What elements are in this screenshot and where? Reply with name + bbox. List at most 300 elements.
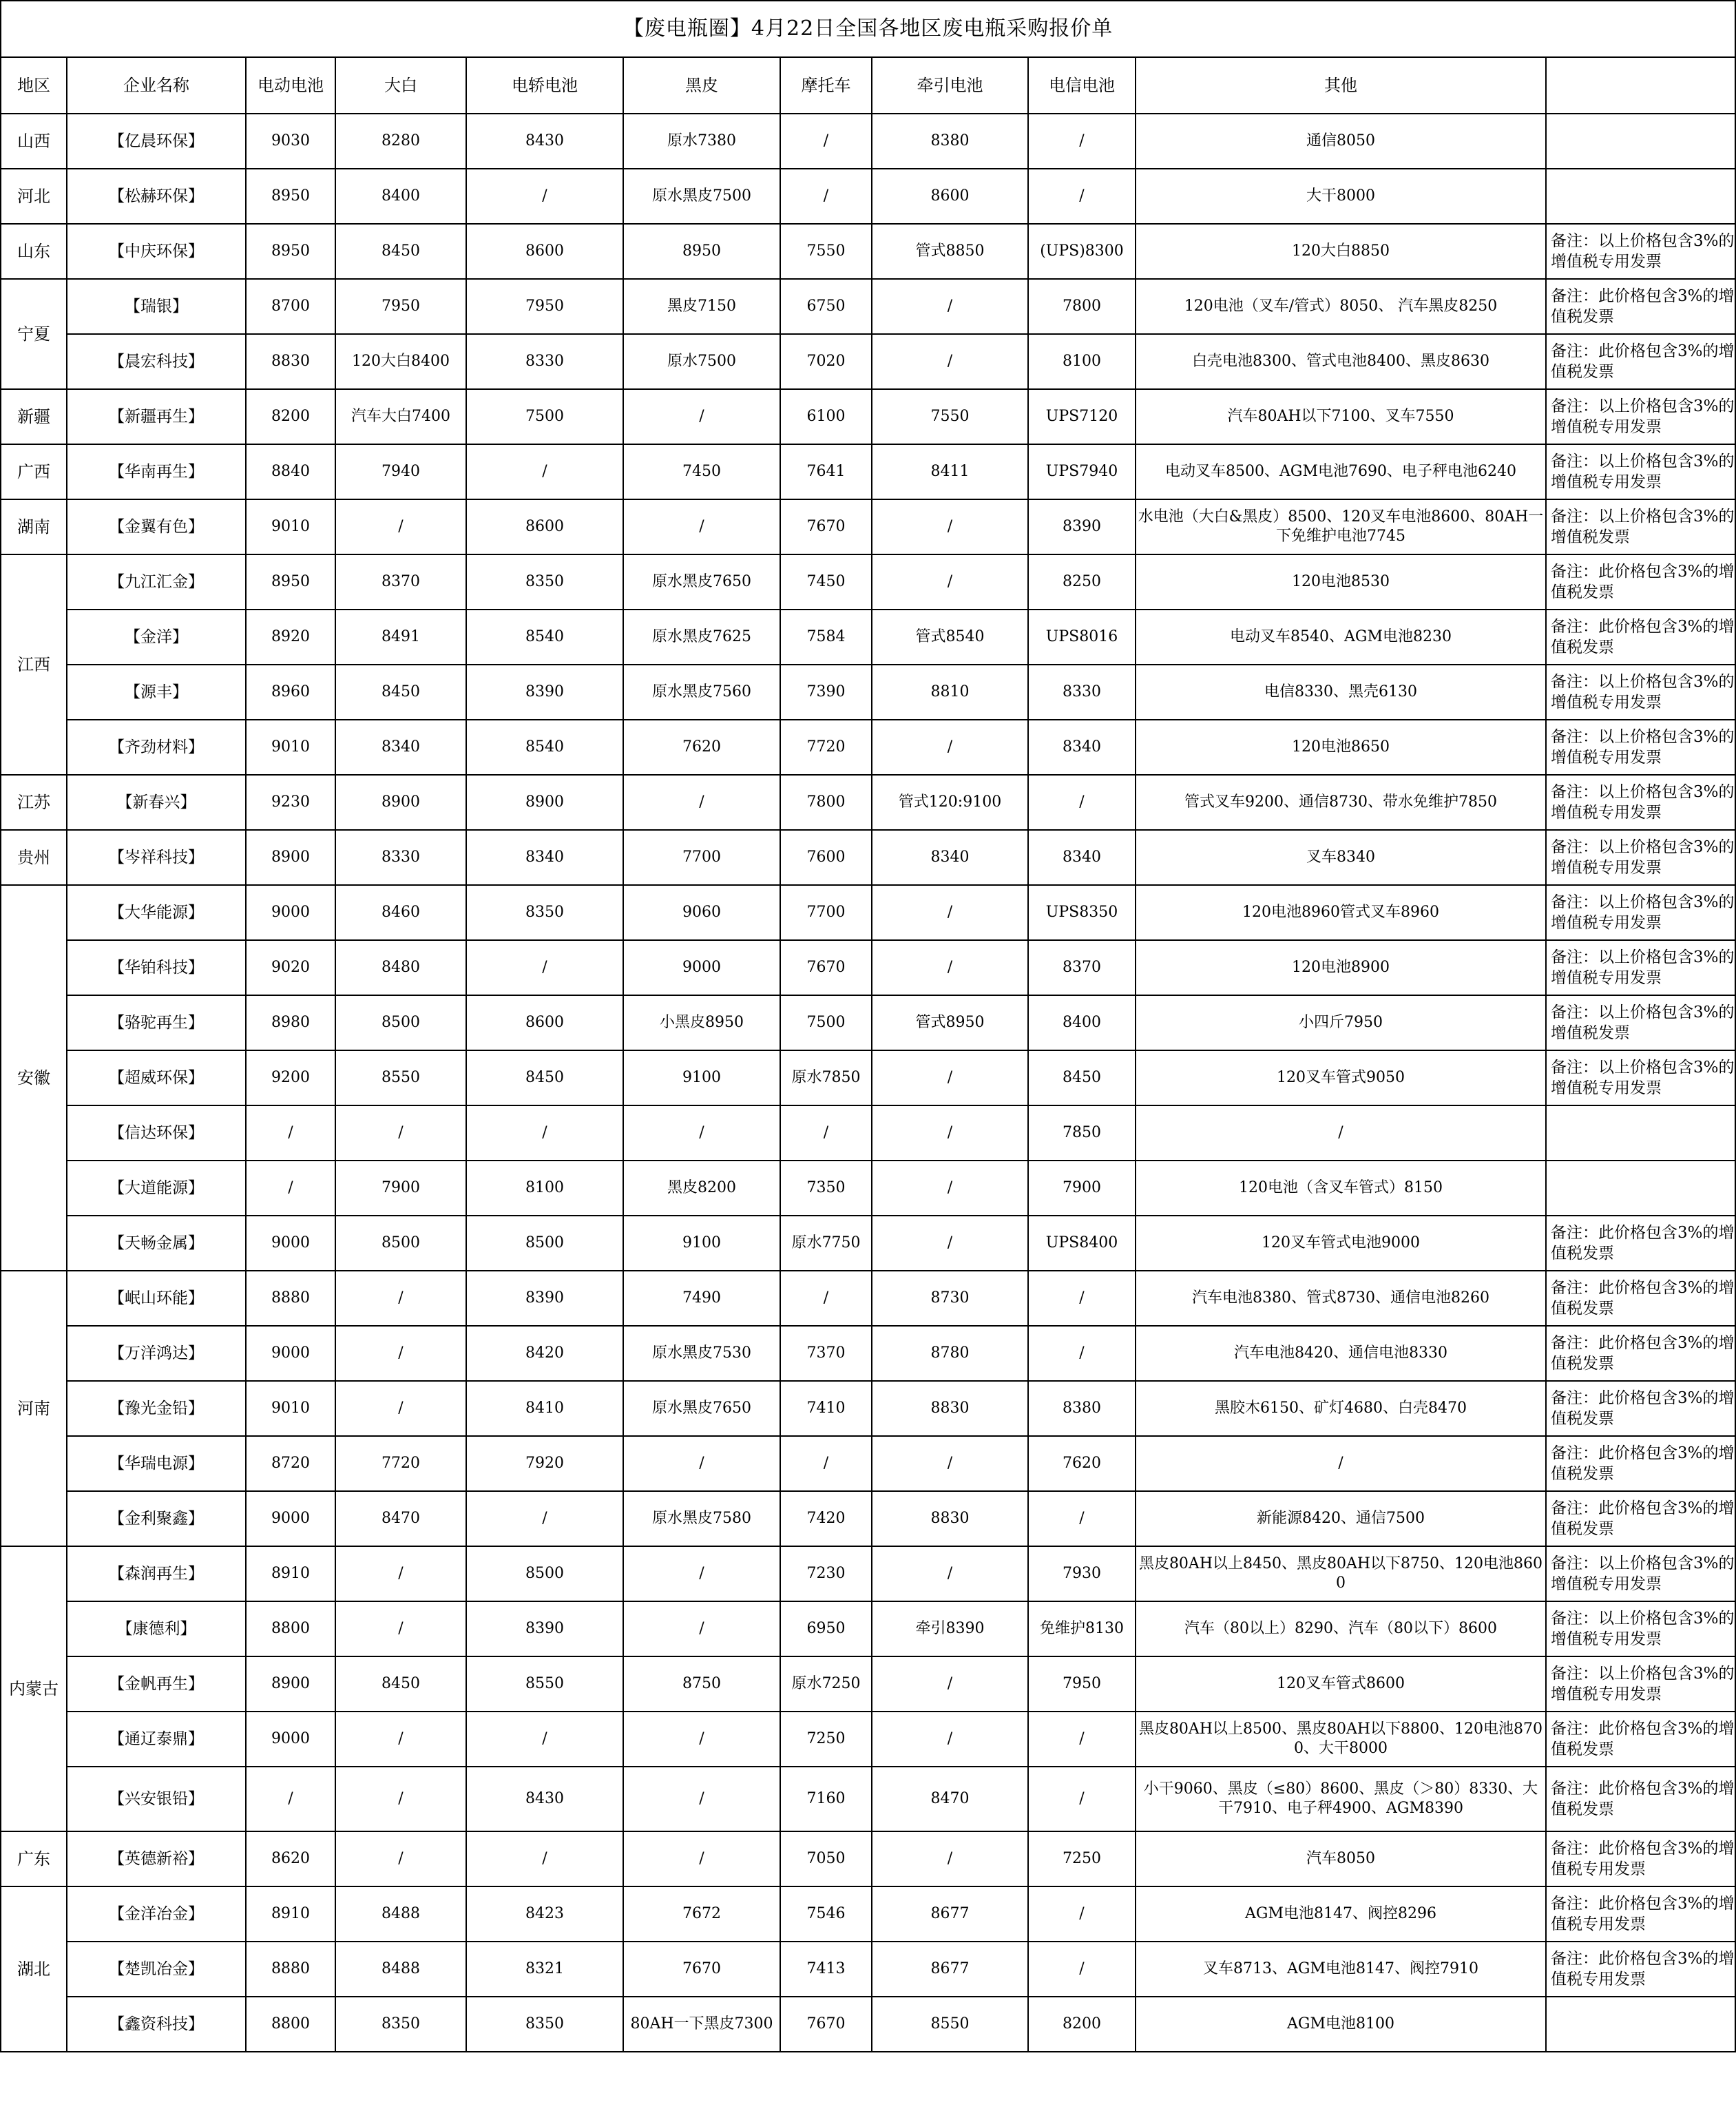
company-cell: 【亿晨环保】 [67, 114, 246, 169]
table-row [1, 1767, 1735, 1831]
dabai-price-cell: 7720 [335, 1436, 466, 1491]
telecom-price-cell: 8200 [1028, 1997, 1136, 2052]
table-row [1, 334, 1735, 389]
telecom-price-cell: 8330 [1028, 665, 1136, 720]
ev-battery-price-cell: 8910 [246, 1886, 335, 1942]
heipi-price-cell: 7670 [623, 1942, 780, 1997]
table-row [1, 1381, 1735, 1436]
company-cell: 【楚凯冶金】 [67, 1942, 246, 1997]
dianjiao-price-cell: 8500 [466, 1546, 623, 1601]
ev-battery-price-cell: 8700 [246, 279, 335, 334]
heipi-price-cell: 原水黑皮7580 [623, 1491, 780, 1546]
motorcycle-price-cell: 7584 [780, 610, 872, 665]
note-cell: 备注：以上价格包含3%的增值税专用发票 [1546, 775, 1735, 830]
traction-price-cell: 8550 [872, 1997, 1028, 2052]
traction-price-cell: 8411 [872, 444, 1028, 499]
traction-price-cell: 8340 [872, 830, 1028, 885]
telecom-price-cell: / [1028, 114, 1136, 169]
dabai-price-cell: 7900 [335, 1161, 466, 1216]
traction-price-cell: 8780 [872, 1326, 1028, 1381]
motorcycle-price-cell: 7390 [780, 665, 872, 720]
other-price-cell: 汽车（80以上）8290、汽车（80以下）8600 [1136, 1601, 1546, 1656]
note-cell: 备注：以上价格包含3%的增值税专用发票 [1546, 1656, 1735, 1712]
other-price-cell: 汽车8050 [1136, 1831, 1546, 1886]
other-price-cell: 水电池（大白&黑皮）8500、120叉车电池8600、80AH一下免维护电池7745 [1136, 499, 1546, 554]
telecom-price-cell: / [1028, 1712, 1136, 1767]
header-cell: 牵引电池 [872, 57, 1028, 114]
note-cell: 备注：此价格包含3%的增值税发票 [1546, 610, 1735, 665]
table-row [1, 610, 1735, 665]
ev-battery-price-cell: 8620 [246, 1831, 335, 1886]
motorcycle-price-cell: 7410 [780, 1381, 872, 1436]
note-cell: 备注：此价格包含3%的增值税专用发票 [1546, 1886, 1735, 1942]
motorcycle-price-cell: 7670 [780, 940, 872, 995]
company-cell: 【中庆环保】 [67, 224, 246, 279]
note-cell: 备注：此价格包含3%的增值税发票 [1546, 1271, 1735, 1326]
company-cell: 【华瑞电源】 [67, 1436, 246, 1491]
region-cell: 江西 [1, 554, 67, 775]
dabai-price-cell: 8491 [335, 610, 466, 665]
motorcycle-price-cell: 7413 [780, 1942, 872, 1997]
note-cell: 备注：以上价格包含3%的增值税专用发票 [1546, 885, 1735, 940]
other-price-cell: 120电池8900 [1136, 940, 1546, 995]
other-price-cell: / [1136, 1105, 1546, 1161]
traction-price-cell: 8730 [872, 1271, 1028, 1326]
motorcycle-price-cell: 6750 [780, 279, 872, 334]
telecom-price-cell: 8100 [1028, 334, 1136, 389]
table-row [1, 830, 1735, 885]
heipi-price-cell: 原水黑皮7650 [623, 554, 780, 610]
other-price-cell: 120电池（叉车/管式）8050、 汽车黑皮8250 [1136, 279, 1546, 334]
note-cell: 备注：以上价格包含3%的增值税专用发票 [1546, 665, 1735, 720]
dianjiao-price-cell: 8321 [466, 1942, 623, 1997]
heipi-price-cell: / [623, 1601, 780, 1656]
ev-battery-price-cell: 8900 [246, 1656, 335, 1712]
dianjiao-price-cell: 8420 [466, 1326, 623, 1381]
traction-price-cell: 管式120:9100 [872, 775, 1028, 830]
note-cell: 备注：以上价格包含3%的增值税专用发票 [1546, 940, 1735, 995]
dabai-price-cell: / [335, 1767, 466, 1831]
telecom-price-cell: 7850 [1028, 1105, 1136, 1161]
dabai-price-cell: 8550 [335, 1050, 466, 1105]
other-price-cell: 通信8050 [1136, 114, 1546, 169]
region-cell: 河北 [1, 169, 67, 224]
telecom-price-cell: 8380 [1028, 1381, 1136, 1436]
table-row [1, 995, 1735, 1050]
heipi-price-cell: / [623, 1105, 780, 1161]
dabai-price-cell: 8280 [335, 114, 466, 169]
table-row [1, 1712, 1735, 1767]
heipi-price-cell: / [623, 499, 780, 554]
heipi-price-cell: 8950 [623, 224, 780, 279]
motorcycle-price-cell: 7420 [780, 1491, 872, 1546]
telecom-price-cell: 7620 [1028, 1436, 1136, 1491]
dabai-price-cell: 7940 [335, 444, 466, 499]
region-cell: 江苏 [1, 775, 67, 830]
traction-price-cell: / [872, 499, 1028, 554]
header-cell: 企业名称 [67, 57, 246, 114]
dianjiao-price-cell: 8390 [466, 1601, 623, 1656]
heipi-price-cell: 小黑皮8950 [623, 995, 780, 1050]
dianjiao-price-cell: / [466, 940, 623, 995]
table-row [1, 1886, 1735, 1942]
company-cell: 【通辽泰鼎】 [67, 1712, 246, 1767]
dianjiao-price-cell: 8600 [466, 995, 623, 1050]
header-cell: 电信电池 [1028, 57, 1136, 114]
heipi-price-cell: 原水黑皮7650 [623, 1381, 780, 1436]
table-row [1, 665, 1735, 720]
dianjiao-price-cell: 8540 [466, 610, 623, 665]
heipi-price-cell: 原水黑皮7625 [623, 610, 780, 665]
heipi-price-cell: / [623, 1712, 780, 1767]
header-cell: 电动电池 [246, 57, 335, 114]
region-cell: 山东 [1, 224, 67, 279]
company-cell: 【万洋鸿达】 [67, 1326, 246, 1381]
title-row [1, 1, 1735, 57]
other-price-cell: 新能源8420、通信7500 [1136, 1491, 1546, 1546]
telecom-price-cell: 8250 [1028, 554, 1136, 610]
note-cell: 备注：此价格包含3%的增值税发票 [1546, 1436, 1735, 1491]
telecom-price-cell: UPS8400 [1028, 1216, 1136, 1271]
dabai-price-cell: 8900 [335, 775, 466, 830]
header-cell: 黑皮 [623, 57, 780, 114]
ev-battery-price-cell: 8720 [246, 1436, 335, 1491]
dianjiao-price-cell: / [466, 444, 623, 499]
ev-battery-price-cell: 8950 [246, 224, 335, 279]
table-row [1, 279, 1735, 334]
header-cell: 摩托车 [780, 57, 872, 114]
heipi-price-cell: 原水7380 [623, 114, 780, 169]
traction-price-cell: / [872, 1050, 1028, 1105]
telecom-price-cell: / [1028, 1942, 1136, 1997]
table-row [1, 775, 1735, 830]
region-cell: 宁夏 [1, 279, 67, 389]
ev-battery-price-cell: 8920 [246, 610, 335, 665]
table-row [1, 1271, 1735, 1326]
table-row [1, 1601, 1735, 1656]
ev-battery-price-cell: 8900 [246, 830, 335, 885]
company-cell: 【骆驼再生】 [67, 995, 246, 1050]
dianjiao-price-cell: 8350 [466, 1997, 623, 2052]
dabai-price-cell: 8480 [335, 940, 466, 995]
table-row [1, 1656, 1735, 1712]
header-cell: 地区 [1, 57, 67, 114]
note-cell [1546, 1105, 1735, 1161]
traction-price-cell: 8677 [872, 1942, 1028, 1997]
dianjiao-price-cell: 8390 [466, 1271, 623, 1326]
dianjiao-price-cell: 8330 [466, 334, 623, 389]
traction-price-cell: 8810 [872, 665, 1028, 720]
telecom-price-cell: UPS7940 [1028, 444, 1136, 499]
ev-battery-price-cell: 9010 [246, 1381, 335, 1436]
region-cell: 内蒙古 [1, 1546, 67, 1831]
ev-battery-price-cell: 8880 [246, 1271, 335, 1326]
ev-battery-price-cell: / [246, 1161, 335, 1216]
dianjiao-price-cell: 7950 [466, 279, 623, 334]
dianjiao-price-cell: 8390 [466, 665, 623, 720]
ev-battery-price-cell: 9000 [246, 1491, 335, 1546]
company-cell: 【超威环保】 [67, 1050, 246, 1105]
motorcycle-price-cell: 7370 [780, 1326, 872, 1381]
telecom-price-cell: 8390 [1028, 499, 1136, 554]
heipi-price-cell: 8750 [623, 1656, 780, 1712]
motorcycle-price-cell: 7800 [780, 775, 872, 830]
note-cell: 备注：以上价格包含3%的增值税专用发票 [1546, 1601, 1735, 1656]
dianjiao-price-cell: / [466, 1712, 623, 1767]
company-cell: 【金帆再生】 [67, 1656, 246, 1712]
telecom-price-cell: / [1028, 1886, 1136, 1942]
ev-battery-price-cell: 9030 [246, 114, 335, 169]
telecom-price-cell: / [1028, 1491, 1136, 1546]
motorcycle-price-cell: 7350 [780, 1161, 872, 1216]
note-cell: 备注：以上价格包含3%的增值税专用发票 [1546, 389, 1735, 444]
telecom-price-cell: 7930 [1028, 1546, 1136, 1601]
ev-battery-price-cell: / [246, 1767, 335, 1831]
ev-battery-price-cell: 9000 [246, 885, 335, 940]
telecom-price-cell: 8450 [1028, 1050, 1136, 1105]
table-row [1, 1831, 1735, 1886]
dabai-price-cell: / [335, 1271, 466, 1326]
motorcycle-price-cell: 7546 [780, 1886, 872, 1942]
region-cell: 河南 [1, 1271, 67, 1546]
ev-battery-price-cell: 9000 [246, 1712, 335, 1767]
other-price-cell: 120大白8850 [1136, 224, 1546, 279]
region-cell: 贵州 [1, 830, 67, 885]
heipi-price-cell: 9100 [623, 1216, 780, 1271]
dabai-price-cell: 120大白8400 [335, 334, 466, 389]
company-cell: 【金利聚鑫】 [67, 1491, 246, 1546]
other-price-cell: 电信8330、黑壳6130 [1136, 665, 1546, 720]
note-cell [1546, 1161, 1735, 1216]
dianjiao-price-cell: 8410 [466, 1381, 623, 1436]
dianjiao-price-cell: 8430 [466, 114, 623, 169]
region-cell: 安徽 [1, 885, 67, 1271]
company-cell: 【新春兴】 [67, 775, 246, 830]
table-row [1, 389, 1735, 444]
dabai-price-cell: 8460 [335, 885, 466, 940]
note-cell [1546, 1997, 1735, 2052]
company-cell: 【齐劲材料】 [67, 720, 246, 775]
motorcycle-price-cell: 7230 [780, 1546, 872, 1601]
note-cell: 备注：此价格包含3%的增值税发票 [1546, 334, 1735, 389]
dabai-price-cell: / [335, 1601, 466, 1656]
motorcycle-price-cell: 7500 [780, 995, 872, 1050]
traction-price-cell: / [872, 1216, 1028, 1271]
company-cell: 【英德新裕】 [67, 1831, 246, 1886]
traction-price-cell: 8677 [872, 1886, 1028, 1942]
telecom-price-cell: 7800 [1028, 279, 1136, 334]
heipi-price-cell: 原水黑皮7500 [623, 169, 780, 224]
other-price-cell: / [1136, 1436, 1546, 1491]
dabai-price-cell: / [335, 1712, 466, 1767]
company-cell: 【鑫资科技】 [67, 1997, 246, 2052]
ev-battery-price-cell: / [246, 1105, 335, 1161]
other-price-cell: 120电池8960管式叉车8960 [1136, 885, 1546, 940]
region-cell: 广西 [1, 444, 67, 499]
motorcycle-price-cell: 7700 [780, 885, 872, 940]
region-cell: 山西 [1, 114, 67, 169]
dabai-price-cell: / [335, 1831, 466, 1886]
ev-battery-price-cell: 8830 [246, 334, 335, 389]
telecom-price-cell: / [1028, 1326, 1136, 1381]
region-cell: 湖南 [1, 499, 67, 554]
dianjiao-price-cell: 7500 [466, 389, 623, 444]
motorcycle-price-cell: / [780, 1436, 872, 1491]
traction-price-cell: 8830 [872, 1381, 1028, 1436]
company-cell: 【康德利】 [67, 1601, 246, 1656]
table-row [1, 1491, 1735, 1546]
other-price-cell: 叉车8340 [1136, 830, 1546, 885]
table-row [1, 1326, 1735, 1381]
ev-battery-price-cell: 8840 [246, 444, 335, 499]
other-price-cell: 电动叉车8540、AGM电池8230 [1136, 610, 1546, 665]
dianjiao-price-cell: 8500 [466, 1216, 623, 1271]
dabai-price-cell: 8330 [335, 830, 466, 885]
note-cell: 备注：此价格包含3%的增值税发票 [1546, 1767, 1735, 1831]
telecom-price-cell: UPS7120 [1028, 389, 1136, 444]
motorcycle-price-cell: 7020 [780, 334, 872, 389]
heipi-price-cell: / [623, 389, 780, 444]
table-row [1, 444, 1735, 499]
dabai-price-cell: 8450 [335, 224, 466, 279]
ev-battery-price-cell: 8200 [246, 389, 335, 444]
motorcycle-price-cell: 7550 [780, 224, 872, 279]
other-price-cell: 汽车电池8380、管式8730、通信电池8260 [1136, 1271, 1546, 1326]
heipi-price-cell: 9060 [623, 885, 780, 940]
company-cell: 【岷山环能】 [67, 1271, 246, 1326]
table-row [1, 1161, 1735, 1216]
heipi-price-cell: / [623, 1767, 780, 1831]
dianjiao-price-cell: 8340 [466, 830, 623, 885]
dabai-price-cell: / [335, 499, 466, 554]
telecom-price-cell: / [1028, 1767, 1136, 1831]
traction-price-cell: 管式8540 [872, 610, 1028, 665]
heipi-price-cell: / [623, 1831, 780, 1886]
heipi-price-cell: 原水7500 [623, 334, 780, 389]
telecom-price-cell: 7250 [1028, 1831, 1136, 1886]
telecom-price-cell: UPS8350 [1028, 885, 1136, 940]
company-cell: 【大华能源】 [67, 885, 246, 940]
header-cell: 大白 [335, 57, 466, 114]
company-cell: 【华铂科技】 [67, 940, 246, 995]
dabai-price-cell: / [335, 1105, 466, 1161]
motorcycle-price-cell: 7050 [780, 1831, 872, 1886]
note-cell: 备注：以上价格包含3%的增值税专用发票 [1546, 830, 1735, 885]
dianjiao-price-cell: 8350 [466, 554, 623, 610]
company-cell: 【天畅金属】 [67, 1216, 246, 1271]
dabai-price-cell: 8400 [335, 169, 466, 224]
other-price-cell: 120叉车管式9050 [1136, 1050, 1546, 1105]
region-cell: 广东 [1, 1831, 67, 1886]
other-price-cell: 白壳电池8300、管式电池8400、黑皮8630 [1136, 334, 1546, 389]
traction-price-cell: / [872, 1436, 1028, 1491]
ev-battery-price-cell: 9000 [246, 1216, 335, 1271]
table-row [1, 169, 1735, 224]
table-row [1, 1105, 1735, 1161]
note-cell: 备注：此价格包含3%的增值税发票 [1546, 279, 1735, 334]
heipi-price-cell: 7490 [623, 1271, 780, 1326]
table-row [1, 1942, 1735, 1997]
traction-price-cell: 管式8950 [872, 995, 1028, 1050]
note-cell: 备注：以上价格包含3%的增值税专用发票 [1546, 720, 1735, 775]
note-cell: 备注：此价格包含3%的增值税发票 [1546, 1491, 1735, 1546]
note-cell: 备注：此价格包含3%的增值税发票 [1546, 1326, 1735, 1381]
page-title: 【废电瓶圈】4月22日全国各地区废电瓶采购报价单 [1, 1, 1735, 57]
traction-price-cell: / [872, 1105, 1028, 1161]
telecom-price-cell: 7950 [1028, 1656, 1136, 1712]
table-row [1, 224, 1735, 279]
traction-price-cell: / [872, 554, 1028, 610]
dianjiao-price-cell: 8350 [466, 885, 623, 940]
note-cell [1546, 169, 1735, 224]
traction-price-cell: / [872, 1656, 1028, 1712]
motorcycle-price-cell: / [780, 1271, 872, 1326]
traction-price-cell: / [872, 885, 1028, 940]
motorcycle-price-cell: 7250 [780, 1712, 872, 1767]
other-price-cell: 汽车80AH以下7100、叉车7550 [1136, 389, 1546, 444]
other-price-cell: 120电池8650 [1136, 720, 1546, 775]
region-cell: 新疆 [1, 389, 67, 444]
company-cell: 【豫光金铅】 [67, 1381, 246, 1436]
company-cell: 【华南再生】 [67, 444, 246, 499]
other-price-cell: 汽车电池8420、通信电池8330 [1136, 1326, 1546, 1381]
traction-price-cell: / [872, 720, 1028, 775]
note-cell: 备注：以上价格包含3%的增值税专用发票 [1546, 224, 1735, 279]
traction-price-cell: / [872, 1712, 1028, 1767]
motorcycle-price-cell: 7160 [780, 1767, 872, 1831]
header-cell [1546, 57, 1735, 114]
table-row [1, 1216, 1735, 1271]
traction-price-cell: 牵引8390 [872, 1601, 1028, 1656]
note-cell: 备注：此价格包含3%的增值税专用发票 [1546, 1942, 1735, 1997]
company-cell: 【兴安银铅】 [67, 1767, 246, 1831]
ev-battery-price-cell: 8800 [246, 1601, 335, 1656]
heipi-price-cell: 7672 [623, 1886, 780, 1942]
other-price-cell: 120电池（含叉车管式）8150 [1136, 1161, 1546, 1216]
company-cell: 【瑞银】 [67, 279, 246, 334]
note-cell: 备注：以上价格包含3%的增值税发票 [1546, 499, 1735, 554]
dianjiao-price-cell: 8600 [466, 499, 623, 554]
ev-battery-price-cell: 8960 [246, 665, 335, 720]
note-cell: 备注：以上价格包含3%的增值税发票 [1546, 995, 1735, 1050]
traction-price-cell: / [872, 940, 1028, 995]
dabai-price-cell: 8450 [335, 665, 466, 720]
dabai-price-cell: 8488 [335, 1886, 466, 1942]
heipi-price-cell: 9100 [623, 1050, 780, 1105]
dianjiao-price-cell: / [466, 169, 623, 224]
dianjiao-price-cell: 8900 [466, 775, 623, 830]
note-cell: 备注：此价格包含3%的增值税发票 [1546, 1712, 1735, 1767]
dabai-price-cell: / [335, 1326, 466, 1381]
table-row [1, 720, 1735, 775]
dabai-price-cell: 8450 [335, 1656, 466, 1712]
table-row [1, 1436, 1735, 1491]
motorcycle-price-cell: 7670 [780, 499, 872, 554]
heipi-price-cell: 黑皮7150 [623, 279, 780, 334]
motorcycle-price-cell: 6100 [780, 389, 872, 444]
motorcycle-price-cell: / [780, 114, 872, 169]
telecom-price-cell: / [1028, 775, 1136, 830]
dabai-price-cell: 8350 [335, 1997, 466, 2052]
telecom-price-cell: 8340 [1028, 720, 1136, 775]
company-cell: 【金翼有色】 [67, 499, 246, 554]
company-cell: 【九江汇金】 [67, 554, 246, 610]
traction-price-cell: / [872, 1546, 1028, 1601]
ev-battery-price-cell: 9010 [246, 720, 335, 775]
other-price-cell: 管式叉车9200、通信8730、带水免维护7850 [1136, 775, 1546, 830]
other-price-cell: 120叉车管式电池9000 [1136, 1216, 1546, 1271]
ev-battery-price-cell: 9020 [246, 940, 335, 995]
